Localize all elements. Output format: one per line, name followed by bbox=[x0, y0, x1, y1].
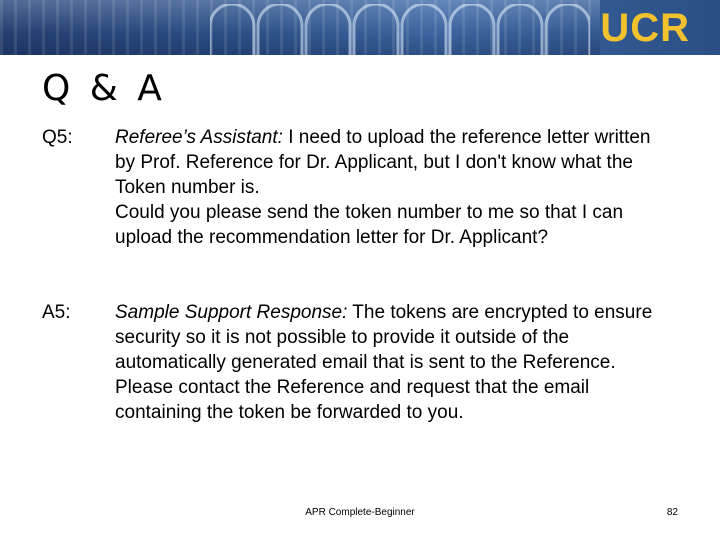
answer-body bbox=[115, 300, 675, 425]
question-label: Q5: bbox=[42, 127, 73, 148]
answer-text-2: Please contact the Reference and request that the email containing the token be forwarded to you. bbox=[115, 377, 590, 423]
logo-text: UCR bbox=[600, 6, 690, 50]
footer-course-title: APR Complete-Beginner bbox=[305, 507, 415, 518]
question-text-1: I need to upload the reference letter written by Prof. Reference for Dr. Applicant, but I don't know what the Token number is. bbox=[115, 127, 651, 198]
slide-number: 82 bbox=[666, 507, 678, 518]
answer-paragraph-2 bbox=[115, 375, 675, 425]
question-speaker: Referee’s Assistant: bbox=[115, 127, 283, 148]
question-body bbox=[115, 125, 675, 250]
header-banner bbox=[0, 0, 720, 55]
page-title: Q & A bbox=[42, 68, 166, 109]
arcade-arches-image bbox=[210, 4, 590, 55]
ucr-logo bbox=[600, 6, 690, 50]
question-paragraph-2 bbox=[115, 200, 675, 250]
answer-text-1: The tokens are encrypted to ensure security so it is not possible to provide it outside of the automatically generated email that is sent to the Reference. bbox=[115, 302, 653, 373]
answer-paragraph-1 bbox=[115, 300, 675, 375]
question-text-2: Could you please send the token number to me so that I can upload the recommendation letter for Dr. Applicant? bbox=[115, 202, 624, 248]
answer-label: A5: bbox=[42, 302, 71, 323]
question-paragraph-1 bbox=[115, 125, 675, 200]
answer-speaker: Sample Support Response: bbox=[115, 302, 348, 323]
